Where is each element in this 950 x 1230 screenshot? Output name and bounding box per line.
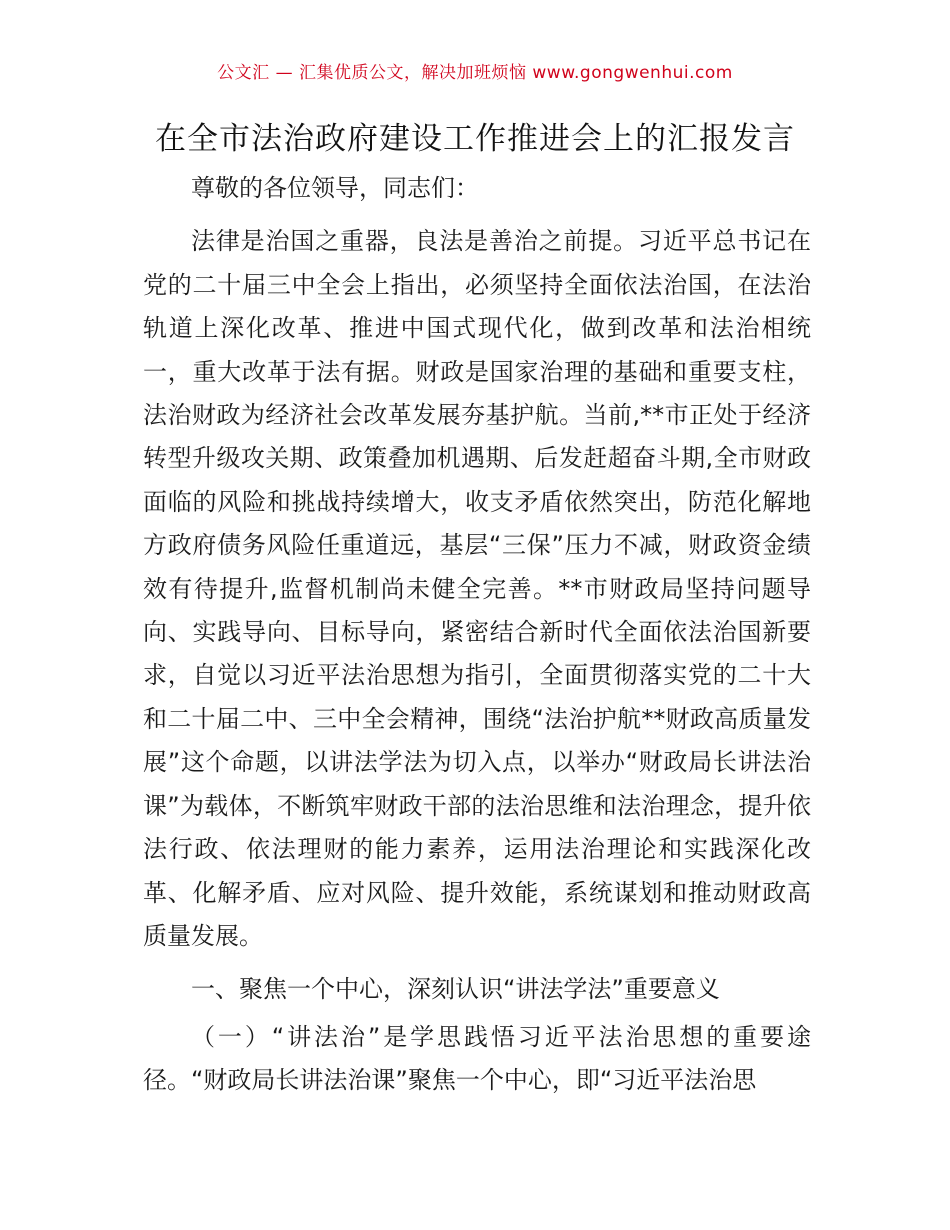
section-heading-1: 一、聚焦一个中心，深刻认识“讲法学法”重要意义	[191, 975, 720, 1004]
document-body	[143, 167, 811, 1103]
document-title: 在全市法治政府建设工作推进会上的汇报发言	[155, 121, 795, 157]
salutation: 尊敬的各位领导，同志们：	[191, 174, 479, 202]
site-header-link[interactable]: 公文汇 — 汇集优质公文，解决加班烦恼 www.gongwenhui.com	[217, 63, 733, 83]
subsection-1-text: （一）“讲法治”是学思践悟习近平法治思想的重要途径。“财政局长讲法治课”聚焦一个中心，即“习近平法治思	[143, 1022, 811, 1095]
paragraph-intro: 法律是治国之重器，良法是善治之前提。习近平总书记在党的二十届三中全会上指出，必须坚持全面依法治国，在法治轨道上深化改革、推进中国式现代化，做到改革和法治相统一，重大改革于法有据。财政是国家治理的基础和重要支柱，法治财政为经济社会改革发展夯基护航。当前,**市正处于经济转型升级攻关期、政策叠加机遇期、后发赶超奋斗期,全市财政面临的风险和挑战持续增大，收支矛盾依然突出，防范化解地方政府债务风险任重道远，基层“三保”压力不减，财政资金绩效有待提升,监督机制尚未健全完善。**市财政局坚持问题导向、实践导向、目标导向，紧密结合新时代全面依法治国新要求，自觉以习近平法治思想为指引，全面贯彻落实党的二十大和二十届二中、三中全会精神，围绕“法治护航**财政高质量发展”这个命题，以讲法学法为切入点，以举办“财政局长讲法治课”为载体，不断筑牢财政干部的法治思维和法治理念，提升依法行政、依法理财的能力素养，运用法治理论和实践深化改革、化解矛盾、应对风险、提升效能，系统谋划和推动财政高质量发展。	[143, 227, 811, 950]
